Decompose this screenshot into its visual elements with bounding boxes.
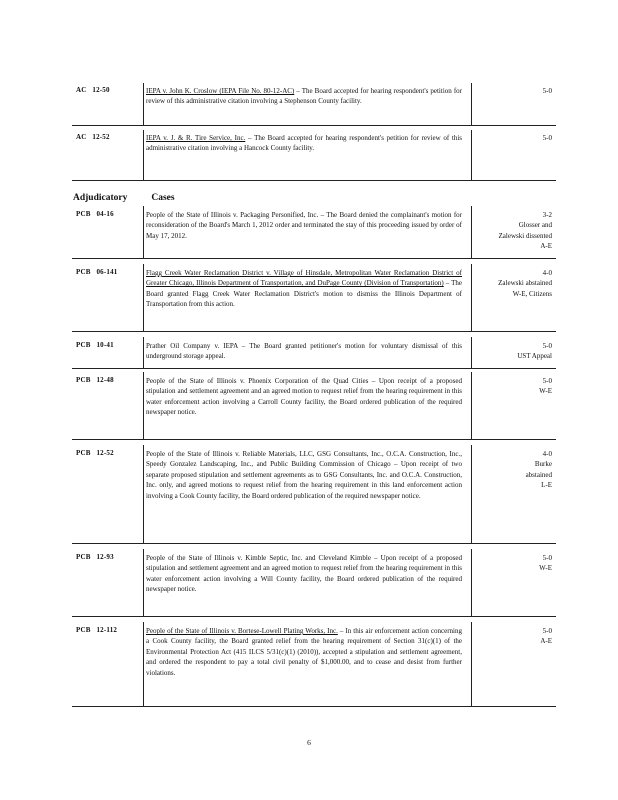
case-description: People of the State of Illinois v. Reliable Materials, LLC, GSG Consultants, Inc., O.C.A. Construction, Inc., Speedy Gonzalez Landscaping, Inc., and Public Building Commission of Chicago – Upon receipt of two separate proposed stipulation and settlement agreements as to GSG Consultants, Inc. and O.C.A. Construction, Inc. only, and agreed motions to request relief from the hearing requirement in this land enforcement action involving a Cook County facility, the Board ordered publication of the required newspaper notice.: [146, 450, 462, 500]
case-caption: IEPA v. John K. Croslow (IEPA File No. 80-12-AC): [146, 87, 295, 95]
column-rule: [471, 337, 472, 368]
case-number: PCB 12-48: [76, 376, 114, 384]
vote-result: 3-2 Glosser and Zalewski dissented A-E: [498, 211, 552, 251]
vote-result: 5-0 W-E: [539, 554, 552, 573]
case-description: IEPA v. J. & R. Tire Service, Inc. – The Board accepted for hearing respondent's petition for review of this administrative citation involving a Hancock County facility.: [146, 134, 463, 153]
case-number: AC 12-50: [76, 86, 110, 94]
case-number: PCB 10-41: [76, 341, 114, 349]
column-rule: [143, 83, 144, 125]
row-rule: [72, 180, 556, 181]
vote-result: 4-0 Burke abstained L-E: [525, 450, 552, 490]
column-rule: [143, 130, 144, 180]
case-description: People of the State of Illinois v. Phoenix Corporation of the Quad Cities – Upon receipt of a proposed stipulation and settlement agreement and an agreed motion to request relief from the hearing requirement in this water enforcement action involving a Carroll County facility, the Board ordered publication of the required newspaper notice.: [146, 377, 462, 417]
column-rule: [471, 445, 472, 543]
case-caption: People of the State of Illinois v. Bortese-Lowell Plating Works, Inc.: [146, 627, 338, 635]
case-number: PCB 12-93: [76, 553, 114, 561]
case-number: AC 12-52: [76, 133, 110, 141]
case-caption: IEPA v. J. & R. Tire Service, Inc.: [146, 134, 246, 142]
row-rule: [72, 331, 556, 332]
row-rule: [72, 125, 556, 126]
vote-result: 4-0 Zalewski abstained W-E, Citizens: [498, 269, 552, 298]
row-rule: [72, 706, 556, 707]
case-description: IEPA v. John K. Croslow (IEPA File No. 80-12-AC) – The Board accepted for hearing respondent's petition for review of this administrative citation involving a Stephenson County facility.: [146, 87, 462, 106]
vote-result: 5-0: [542, 87, 552, 95]
vote-result: 5-0 A-E: [540, 627, 552, 646]
column-rule: [143, 264, 144, 331]
vote-result: 5-0 W-E: [539, 377, 552, 396]
case-description: Prather Oil Company v. IEPA – The Board granted petitioner's motion for voluntary dismissal of this underground storage appeal.: [146, 342, 462, 361]
case-description: People of the State of Illinois v. Bortese-Lowell Plating Works, Inc. – In this air enforcement action concerning a Cook County facility, the Board granted relief from the hearing requirement of Section 31(c)(1) of the Environmental Protection Act (415 ILCS 5/31(c)(1) (2010)), accepted a stipulation and settlement agreement, and ordered the respondent to pay a total civil penalty of $1,000.00, and to cease and desist from further violations.: [146, 627, 462, 677]
section-heading: Adjudicatory Cases: [73, 193, 175, 203]
vote-result: 5-0: [542, 134, 552, 142]
page-number: 6: [307, 738, 311, 747]
case-number: PCB 12-112: [76, 626, 118, 634]
column-rule: [471, 264, 472, 331]
case-number: PCB 06-141: [76, 268, 118, 276]
column-rule: [143, 206, 144, 258]
column-rule: [471, 83, 472, 125]
case-caption: Flagg Creek Water Reclamation District v. Village of Hinsdale, Metropolitan Water Reclamation District of Greater Chicago, Illinois Department of Transportation, and DuPage County (Division of Transportation): [146, 269, 462, 288]
row-rule: [72, 616, 556, 617]
column-rule: [143, 549, 144, 616]
row-rule: [72, 543, 556, 544]
case-description: People of the State of Illinois v. Kimble Septic, Inc. and Cleveland Kimble – Upon receipt of a proposed stipulation and settlement agreement and an agreed motion to request relief from the hearing requirement in this water enforcement action involving a Will County facility, the Board ordered publication of the required newspaper notice.: [146, 554, 462, 594]
case-number: PCB 04-16: [76, 210, 114, 218]
column-rule: [471, 622, 472, 706]
case-description: Flagg Creek Water Reclamation District v. Village of Hinsdale, Metropolitan Water Reclamation District of Greater Chicago, Illinois Department of Transportation, and DuPage County (Division of Transportation) – The Board granted Flagg Creek Water Reclamation District's motion to dismiss the Illinois Department of Transportation from this action.: [146, 269, 462, 309]
column-rule: [143, 337, 144, 368]
row-rule: [72, 368, 556, 369]
vote-result: 5-0 UST Appeal: [517, 342, 552, 361]
column-rule: [143, 622, 144, 706]
column-rule: [471, 206, 472, 258]
row-rule: [72, 439, 556, 440]
column-rule: [143, 445, 144, 543]
case-number: PCB 12-52: [76, 449, 114, 457]
column-rule: [471, 372, 472, 439]
case-description: People of the State of Illinois v. Packaging Personified, Inc. – The Board denied the complainant's motion for reconsideration of the Board's March 1, 2012 order and terminated the stay of this proceeding issued by order of May 17, 2012.: [146, 211, 462, 240]
column-rule: [471, 549, 472, 616]
column-rule: [143, 372, 144, 439]
column-rule: [471, 130, 472, 180]
row-rule: [72, 258, 556, 259]
